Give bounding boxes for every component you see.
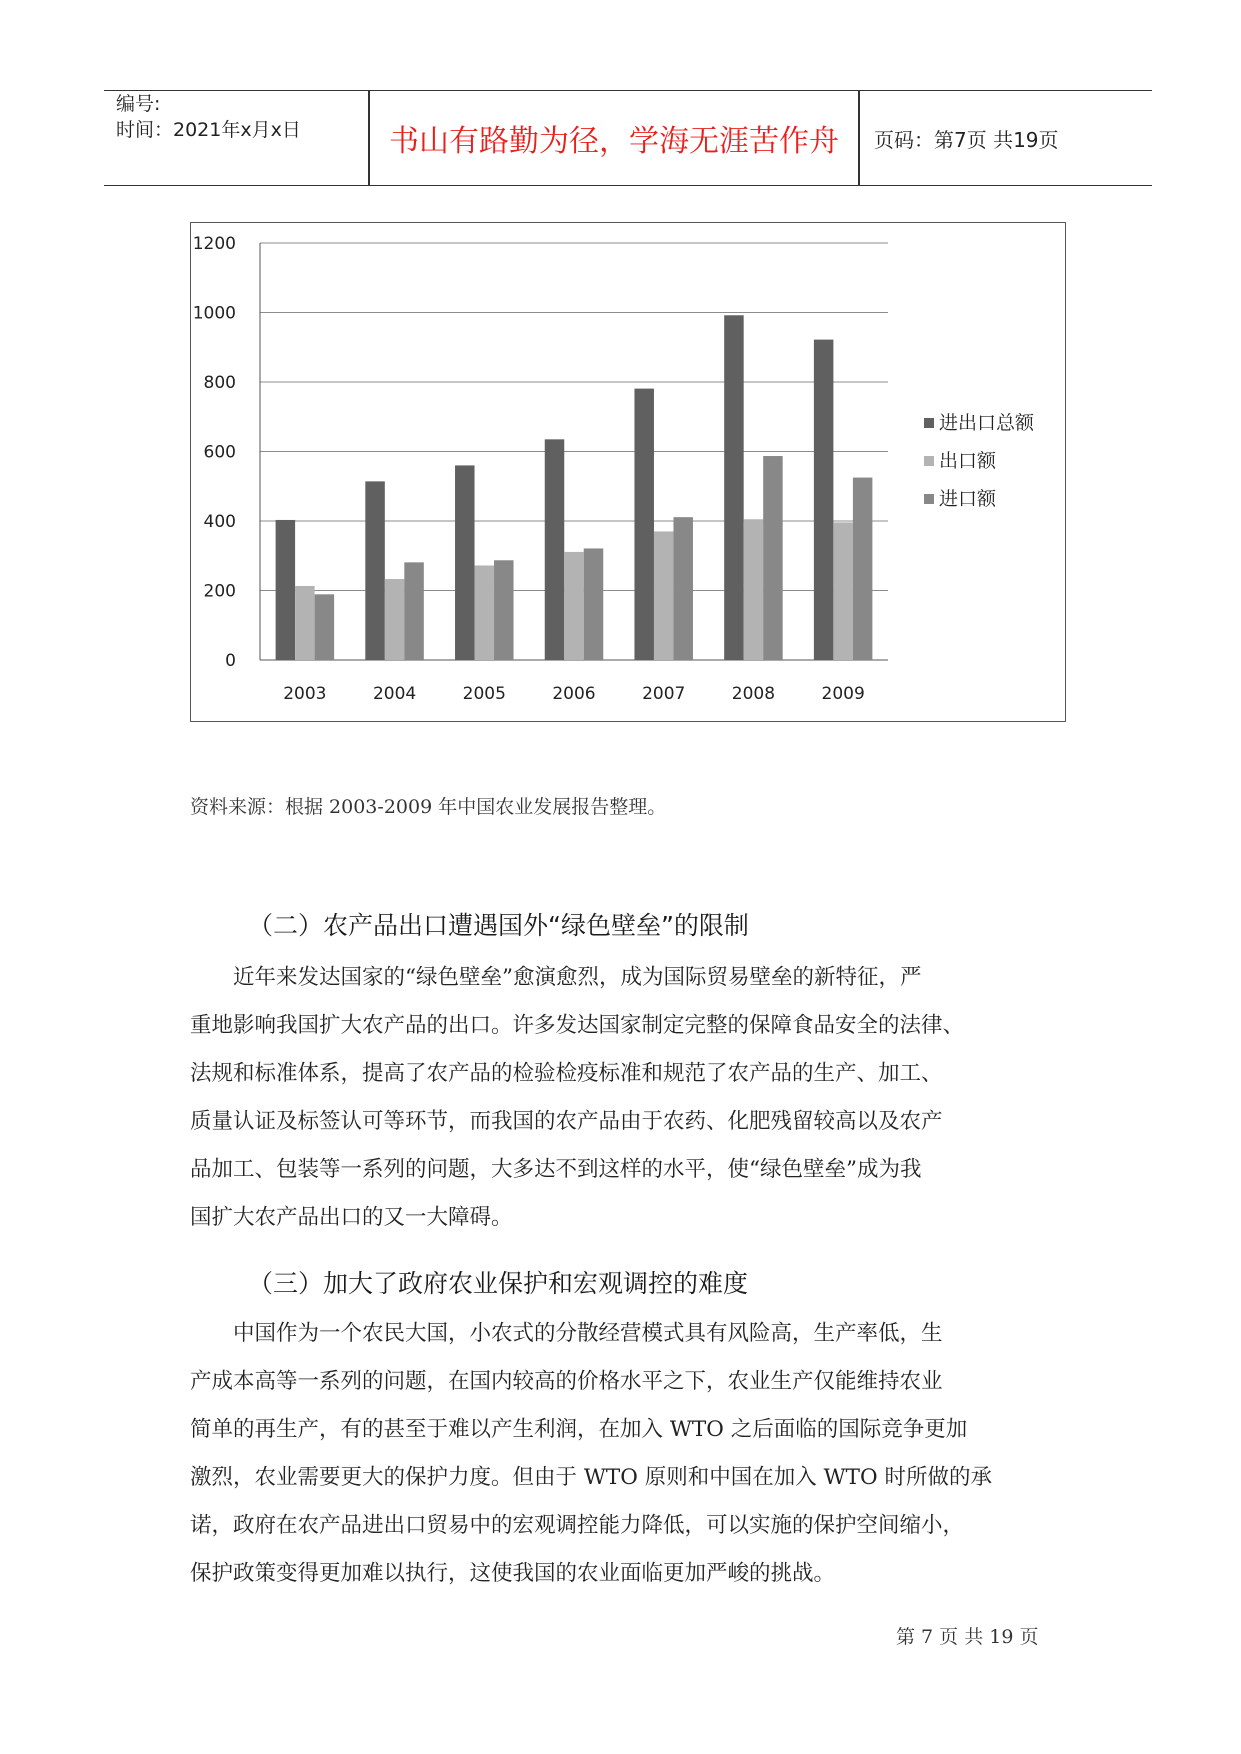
x-tick-label: 2008: [731, 684, 776, 704]
section-body-3: [190, 1310, 1060, 1598]
bar: [276, 520, 296, 660]
bar: [744, 519, 764, 660]
bar: [365, 481, 385, 660]
y-tick-label: 600: [203, 442, 236, 463]
body-line: 产成本高等一系列的问题，在国内较高的价格水平之下，农业生产仅能维持农业: [190, 1369, 943, 1394]
bar: [545, 439, 565, 660]
page-footer: 第 7 页 共 19 页: [896, 1626, 1039, 1648]
y-tick-label: 200: [203, 581, 236, 602]
bar: [763, 456, 783, 660]
body-line: 法规和标准体系，提高了农产品的检验检疫标准和规范了农产品的生产、加工、: [190, 1061, 943, 1086]
body-line: 品加工、包装等一系列的问题，大多达不到这样的水平，使“绿色壁垒”成为我: [190, 1157, 922, 1182]
bar: [564, 552, 584, 660]
number-label: 编号:: [116, 93, 161, 115]
bar: [385, 579, 405, 660]
source-note: 资料来源：根据 2003-2009 年中国农业发展报告整理。: [190, 796, 667, 818]
bar: [295, 586, 315, 660]
body-line: 保护政策变得更加难以执行，这使我国的农业面临更加严峻的挑战。: [190, 1561, 836, 1586]
section-heading-3: （三）加大了政府农业保护和宏观调控的难度: [248, 1269, 749, 1298]
header-meta: [116, 91, 368, 185]
bar: [584, 548, 604, 660]
legend-label: 进口额: [939, 488, 997, 510]
bar: [315, 594, 335, 660]
body-line: 中国作为一个农民大国，小农式的分散经营模式具有风险高，生产率低，生: [190, 1321, 943, 1346]
legend-label: 出口额: [939, 450, 997, 472]
x-tick-label: 2004: [372, 684, 417, 704]
body-line: 诺，政府在农产品进出口贸易中的宏观调控能力降低，可以实施的保护空间缩小，: [190, 1513, 965, 1538]
section-body-2: [190, 954, 1060, 1242]
trade-bar-chart: [190, 222, 1066, 722]
legend-swatch: [924, 418, 934, 428]
header-page-label: 页码：第7页 共19页: [874, 127, 1059, 152]
body-line: 近年来发达国家的“绿色壁垒”愈演愈烈，成为国际贸易壁垒的新特征，严: [190, 965, 922, 990]
body-line: 国扩大农产品出口的又一大障碍。: [190, 1205, 513, 1230]
x-tick-label: 2005: [462, 684, 506, 704]
x-tick-label: 2007: [642, 684, 686, 704]
bar: [814, 340, 834, 660]
bar: [673, 517, 693, 660]
y-tick-label: 1200: [192, 234, 236, 254]
bar: [404, 562, 424, 660]
body-line: 质量认证及标签认可等环节，而我国的农产品由于农药、化肥残留较高以及农产: [190, 1109, 943, 1134]
body-line: 激烈，农业需要更大的保护力度。但由于 WTO 原则和中国在加入 WTO 时所做的承: [190, 1465, 992, 1490]
y-tick-label: 800: [203, 373, 236, 393]
body-line: 简单的再生产，有的甚至于难以产生利润，在加入 WTO 之后面临的国际竞争更加: [190, 1417, 968, 1442]
bar: [475, 565, 495, 660]
x-tick-label: 2009: [821, 684, 865, 704]
bar: [634, 389, 654, 660]
bar: [833, 522, 853, 660]
legend-label: 进出口总额: [939, 412, 1035, 434]
section-heading-2: （二）农产品出口遭遇国外“绿色壁垒”的限制: [248, 911, 749, 940]
header-motto: 书山有路勤为径，学海无涯苦作舟: [389, 124, 839, 159]
bar: [455, 465, 475, 660]
chart-canvas: [191, 223, 1065, 721]
page-header: [104, 90, 1152, 186]
legend-swatch: [924, 456, 934, 466]
legend-swatch: [924, 494, 934, 504]
body-line: 重地影响我国扩大农产品的出口。许多发达国家制定完整的保障食品安全的法律、: [190, 1013, 965, 1038]
header-divider: [858, 91, 860, 185]
y-tick-label: 400: [203, 512, 236, 532]
y-tick-label: 1000: [192, 303, 236, 324]
x-tick-label: 2003: [283, 684, 327, 704]
y-tick-label: 0: [225, 651, 236, 671]
bar: [654, 531, 674, 660]
bar: [724, 315, 744, 660]
bar: [494, 560, 514, 660]
x-tick-label: 2006: [552, 684, 596, 704]
bar: [853, 478, 873, 660]
time-label: 时间：2021年x月x日: [116, 119, 301, 141]
